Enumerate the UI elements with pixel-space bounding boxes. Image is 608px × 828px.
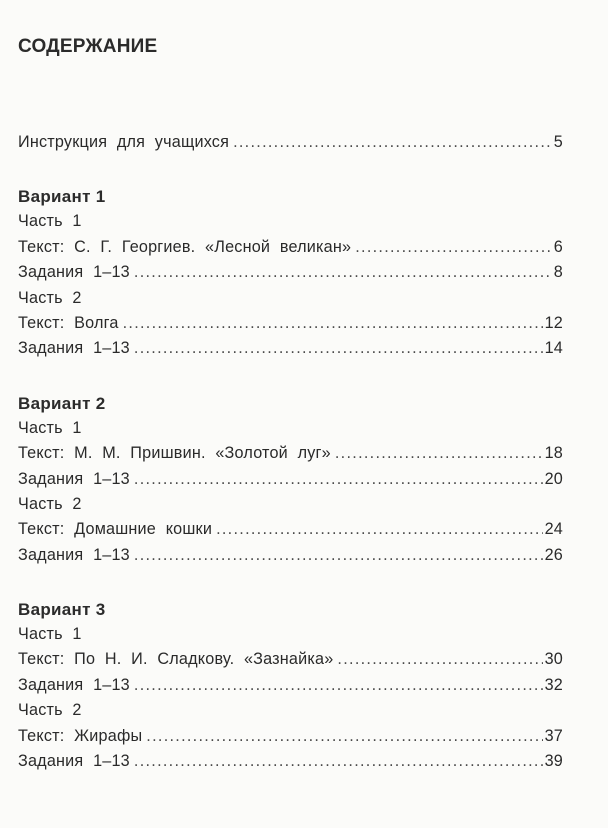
toc-entry (18, 467, 563, 492)
toc-page-number: 26 (544, 545, 563, 564)
dot-leader (123, 311, 543, 336)
page-title: СОДЕРЖАНИЕ (18, 36, 158, 57)
toc-entry-label: Задания 1–13 (18, 752, 130, 771)
toc-entry-instructions (18, 130, 563, 155)
toc-entry-label: Задания 1–13 (18, 469, 130, 488)
dot-leader (134, 749, 543, 774)
section-title: Вариант 2 (18, 393, 106, 413)
toc-page-number: 30 (544, 650, 563, 669)
toc-entry (18, 673, 563, 698)
toc-section-variant-2 (18, 392, 563, 568)
toc-page-number: 18 (544, 444, 563, 463)
toc-entry-label: Текст: М. М. Пришвин. «Золотой луг» (18, 444, 331, 463)
section-title: Вариант 1 (18, 187, 106, 207)
toc-page-number: 8 (553, 263, 563, 282)
toc-entry (18, 647, 563, 672)
toc-entry-label: Задания 1–13 (18, 545, 130, 564)
toc-page-number: 5 (553, 133, 563, 151)
section-title: Вариант 3 (18, 600, 106, 620)
dot-leader (134, 543, 543, 568)
toc-page-number: 37 (544, 726, 563, 745)
dot-leader (355, 235, 552, 260)
toc-entry-label: Текст: Жирафы (18, 726, 143, 745)
toc-section-variant-3 (18, 598, 563, 774)
toc-page-number: 32 (544, 675, 563, 694)
toc-entry (18, 336, 563, 361)
dot-leader (233, 130, 552, 155)
toc-entry (18, 311, 563, 336)
toc-entry-label: Инструкция для учащихся (18, 133, 230, 151)
toc-part-label (18, 416, 563, 441)
toc-section-variant-1 (18, 185, 563, 361)
toc-entry-label: Задания 1–13 (18, 263, 130, 282)
toc-page-number: 14 (544, 339, 563, 358)
dot-leader (335, 441, 543, 466)
toc-entry-label: Текст: С. Г. Георгиев. «Лесной великан» (18, 237, 352, 256)
table-of-contents (18, 34, 563, 774)
toc-entry (18, 441, 563, 466)
dot-leader (134, 336, 543, 361)
toc-part-label (18, 492, 563, 517)
toc-entry-label: Часть 2 (18, 288, 82, 307)
toc-part-label (18, 209, 563, 234)
dot-leader (216, 517, 543, 542)
toc-entry (18, 543, 563, 568)
toc-entry (18, 749, 563, 774)
toc-entry (18, 260, 563, 285)
toc-entry-label: Часть 2 (18, 701, 82, 720)
toc-page-number: 39 (544, 752, 563, 771)
toc-part-label (18, 622, 563, 647)
dot-leader (134, 673, 543, 698)
toc-entry-label: Текст: По Н. И. Сладкову. «Зазнайка» (18, 650, 334, 669)
toc-entry-label: Текст: Волга (18, 313, 119, 332)
toc-page-number: 12 (544, 313, 563, 332)
dot-leader (134, 467, 543, 492)
toc-entry (18, 724, 563, 749)
toc-entry-label: Задания 1–13 (18, 675, 130, 694)
toc-entry-label: Часть 1 (18, 212, 82, 231)
toc-entry-label: Часть 1 (18, 625, 82, 644)
toc-entry-label: Задания 1–13 (18, 339, 130, 358)
toc-intro (18, 130, 563, 155)
dot-leader (146, 724, 542, 749)
toc-entry-label: Часть 2 (18, 494, 82, 513)
toc-part-label (18, 698, 563, 723)
toc-page-number: 24 (544, 520, 563, 539)
dot-leader (134, 260, 552, 285)
toc-page-number: 6 (553, 237, 563, 256)
toc-entry (18, 517, 563, 542)
toc-entry-label: Текст: Домашние кошки (18, 520, 213, 539)
toc-page-number: 20 (544, 469, 563, 488)
toc-part-label (18, 286, 563, 311)
dot-leader (337, 647, 542, 672)
toc-entry (18, 235, 563, 260)
toc-entry-label: Часть 1 (18, 418, 82, 437)
